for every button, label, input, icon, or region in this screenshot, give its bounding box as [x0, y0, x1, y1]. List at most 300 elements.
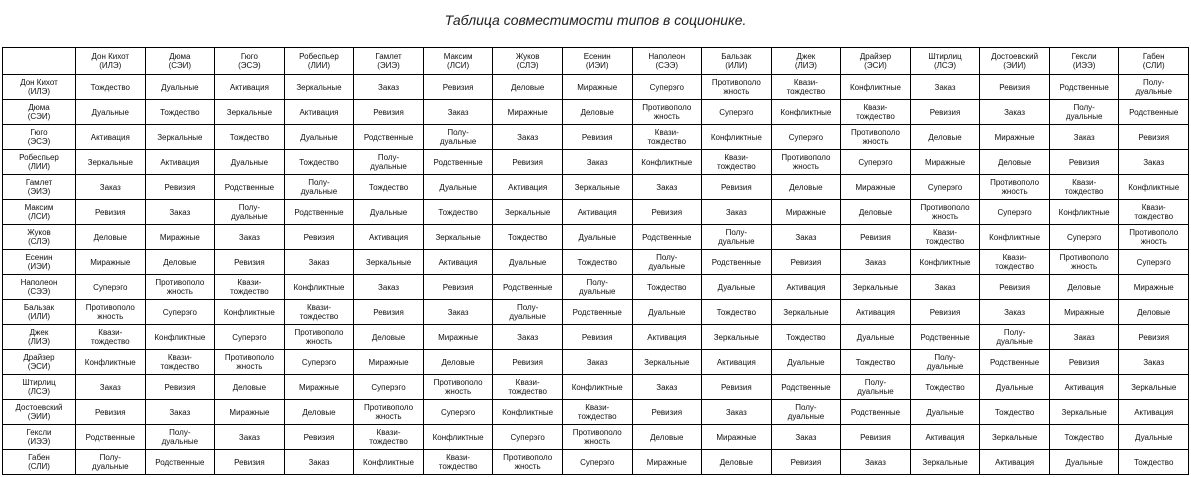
- table-cell: Противополо жность: [771, 150, 841, 175]
- table-cell: Заказ: [702, 200, 772, 225]
- table-cell: Заказ: [1049, 125, 1119, 150]
- table-cell: Полу- дуальные: [354, 150, 424, 175]
- table-cell: Родственные: [354, 125, 424, 150]
- table-row: [3, 75, 1189, 100]
- table-cell: Деловые: [1049, 275, 1119, 300]
- column-header: Робеспьер (ЛИИ): [284, 48, 354, 75]
- table-cell: Деловые: [841, 200, 911, 225]
- table-cell: Родственные: [284, 200, 354, 225]
- table-cell: Деловые: [145, 250, 215, 275]
- table-row: [3, 375, 1189, 400]
- table-cell: Активация: [980, 450, 1050, 475]
- row-header: Достоевский (ЭИИ): [3, 400, 76, 425]
- table-cell: Конфликтные: [980, 225, 1050, 250]
- table-row: [3, 125, 1189, 150]
- table-cell: Противополо жность: [145, 275, 215, 300]
- table-cell: Активация: [1119, 400, 1189, 425]
- table-cell: Конфликтные: [910, 250, 980, 275]
- table-cell: Заказ: [423, 100, 493, 125]
- table-cell: Заказ: [76, 375, 146, 400]
- table-cell: Зеркальные: [1119, 375, 1189, 400]
- table-row: [3, 400, 1189, 425]
- table-cell: Ревизия: [145, 375, 215, 400]
- table-row: [3, 450, 1189, 475]
- table-cell: Конфликтные: [1049, 200, 1119, 225]
- table-cell: Дуальные: [841, 325, 911, 350]
- table-cell: Противополо жность: [493, 450, 563, 475]
- table-cell: Ревизия: [1049, 350, 1119, 375]
- table-cell: Противополо жность: [562, 425, 632, 450]
- table-body: [3, 75, 1189, 475]
- table-cell: Деловые: [632, 425, 702, 450]
- table-cell: Ревизия: [980, 275, 1050, 300]
- table-cell: Квази- тождество: [284, 300, 354, 325]
- table-cell: Ревизия: [841, 225, 911, 250]
- corner-cell: [3, 48, 76, 75]
- table-cell: Заказ: [145, 200, 215, 225]
- table-cell: Заказ: [145, 400, 215, 425]
- table-cell: Дуальные: [354, 200, 424, 225]
- table-cell: Миражные: [562, 75, 632, 100]
- table-cell: Ревизия: [562, 325, 632, 350]
- table-cell: Дуальные: [493, 250, 563, 275]
- table-cell: Дуальные: [1119, 425, 1189, 450]
- table-cell: Заказ: [562, 150, 632, 175]
- table-cell: Заказ: [284, 450, 354, 475]
- table-cell: Родственные: [562, 300, 632, 325]
- table-cell: Противополо жность: [215, 350, 285, 375]
- table-cell: Заказ: [910, 75, 980, 100]
- table-cell: Заказ: [1049, 325, 1119, 350]
- table-cell: Полу- дуальные: [423, 125, 493, 150]
- table-cell: Заказ: [910, 275, 980, 300]
- row-header: Бальзак (ИЛИ): [3, 300, 76, 325]
- table-cell: Ревизия: [562, 125, 632, 150]
- table-cell: Квази- тождество: [562, 400, 632, 425]
- table-cell: Заказ: [632, 175, 702, 200]
- table-cell: Заказ: [284, 250, 354, 275]
- table-cell: Ревизия: [423, 275, 493, 300]
- table-cell: Тождество: [76, 75, 146, 100]
- table-row: [3, 275, 1189, 300]
- row-header: Гюго (ЭСЭ): [3, 125, 76, 150]
- table-cell: Полу- дуальные: [980, 325, 1050, 350]
- table-cell: Полу- дуальные: [284, 175, 354, 200]
- table-cell: Квази- тождество: [354, 425, 424, 450]
- row-header: Жуков (СЛЭ): [3, 225, 76, 250]
- table-cell: Родственные: [423, 150, 493, 175]
- table-cell: Дуальные: [76, 100, 146, 125]
- table-cell: Дуальные: [284, 125, 354, 150]
- table-cell: Миражные: [493, 100, 563, 125]
- table-cell: Миражные: [284, 375, 354, 400]
- row-header: Драйзер (ЭСИ): [3, 350, 76, 375]
- table-cell: Дуальные: [910, 400, 980, 425]
- table-cell: Тождество: [284, 150, 354, 175]
- table-cell: Миражные: [841, 175, 911, 200]
- table-cell: Дуальные: [562, 225, 632, 250]
- table-cell: Родственные: [632, 225, 702, 250]
- column-header: Дюма (СЭИ): [145, 48, 215, 75]
- table-cell: Ревизия: [980, 75, 1050, 100]
- table-cell: Противополо жность: [1119, 225, 1189, 250]
- table-cell: Миражные: [215, 400, 285, 425]
- table-cell: Активация: [562, 200, 632, 225]
- table-cell: Полу- дуальные: [841, 375, 911, 400]
- table-cell: Родственные: [1119, 100, 1189, 125]
- row-header: Робеспьер (ЛИИ): [3, 150, 76, 175]
- table-cell: Дуальные: [215, 150, 285, 175]
- table-cell: Дуальные: [423, 175, 493, 200]
- table-cell: Противополо жность: [910, 200, 980, 225]
- table-cell: Деловые: [493, 75, 563, 100]
- row-header: Гамлет (ЭИЭ): [3, 175, 76, 200]
- table-cell: Активация: [423, 250, 493, 275]
- table-cell: Зеркальные: [76, 150, 146, 175]
- table-cell: Суперэго: [76, 275, 146, 300]
- table-cell: Ревизия: [76, 200, 146, 225]
- table-cell: Зеркальные: [1049, 400, 1119, 425]
- table-cell: Конфликтные: [562, 375, 632, 400]
- table-cell: Квази- тождество: [423, 450, 493, 475]
- table-row: [3, 250, 1189, 275]
- table-cell: Ревизия: [493, 150, 563, 175]
- table-cell: Тождество: [215, 125, 285, 150]
- table-cell: Полу- дуальные: [702, 225, 772, 250]
- column-header: Гамлет (ЭИЭ): [354, 48, 424, 75]
- table-cell: Родственные: [1049, 75, 1119, 100]
- column-header: Габен (СЛИ): [1119, 48, 1189, 75]
- table-cell: Квази- тождество: [771, 75, 841, 100]
- table-cell: Конфликтные: [76, 350, 146, 375]
- column-header: Гексли (ИЭЭ): [1049, 48, 1119, 75]
- table-cell: Квази- тождество: [980, 250, 1050, 275]
- table-row: [3, 350, 1189, 375]
- table-cell: Квази- тождество: [841, 100, 911, 125]
- table-cell: Родственные: [493, 275, 563, 300]
- column-header: Максим (ЛСИ): [423, 48, 493, 75]
- table-cell: Конфликтные: [215, 300, 285, 325]
- table-cell: Тождество: [841, 350, 911, 375]
- table-cell: Ревизия: [1049, 150, 1119, 175]
- table-cell: Полу- дуальные: [1119, 75, 1189, 100]
- column-header: Достоевский (ЭИИ): [980, 48, 1050, 75]
- table-cell: Суперэго: [910, 175, 980, 200]
- table-row: [3, 300, 1189, 325]
- row-header: Наполеон (СЭЭ): [3, 275, 76, 300]
- table-cell: Тождество: [562, 250, 632, 275]
- row-header: Есенин (ИЭИ): [3, 250, 76, 275]
- table-cell: Тождество: [702, 300, 772, 325]
- table-cell: Заказ: [215, 225, 285, 250]
- table-row: [3, 175, 1189, 200]
- table-cell: Противополо жность: [284, 325, 354, 350]
- table-cell: Активация: [145, 150, 215, 175]
- table-cell: Дуальные: [1049, 450, 1119, 475]
- table-cell: Зеркальные: [423, 225, 493, 250]
- table-cell: Полу- дуальные: [493, 300, 563, 325]
- row-header: Габен (СЛИ): [3, 450, 76, 475]
- table-cell: Тождество: [1049, 425, 1119, 450]
- table-cell: Тождество: [980, 400, 1050, 425]
- table-row: [3, 325, 1189, 350]
- table-cell: Ревизия: [284, 425, 354, 450]
- table-cell: Противополо жность: [702, 75, 772, 100]
- table-cell: Полу- дуальные: [76, 450, 146, 475]
- table-cell: Миражные: [1119, 275, 1189, 300]
- page-title: Таблица совместимости типов в соционике.: [444, 12, 747, 28]
- table-cell: Суперэго: [1049, 225, 1119, 250]
- table-cell: Заказ: [215, 425, 285, 450]
- table-cell: Миражные: [76, 250, 146, 275]
- row-header: Джек (ЛИЭ): [3, 325, 76, 350]
- table-cell: Суперэго: [702, 100, 772, 125]
- table-cell: Ревизия: [354, 100, 424, 125]
- table-cell: Суперэго: [493, 425, 563, 450]
- table-cell: Заказ: [493, 325, 563, 350]
- table-cell: Суперэго: [841, 150, 911, 175]
- row-header: Гексли (ИЭЭ): [3, 425, 76, 450]
- table-cell: Конфликтные: [771, 100, 841, 125]
- table-cell: Ревизия: [493, 350, 563, 375]
- table-cell: Заказ: [354, 75, 424, 100]
- table-cell: Тождество: [354, 175, 424, 200]
- table-cell: Ревизия: [771, 250, 841, 275]
- table-cell: Деловые: [215, 375, 285, 400]
- column-header: Дон Кихот (ИЛЭ): [76, 48, 146, 75]
- table-cell: Ревизия: [1119, 325, 1189, 350]
- table-cell: Заказ: [980, 100, 1050, 125]
- table-cell: Зеркальные: [980, 425, 1050, 450]
- table-cell: Конфликтные: [284, 275, 354, 300]
- table-cell: Активация: [632, 325, 702, 350]
- table-cell: Заказ: [841, 450, 911, 475]
- table-cell: Деловые: [76, 225, 146, 250]
- table-cell: Зеркальные: [841, 275, 911, 300]
- table-cell: Родственные: [910, 325, 980, 350]
- column-header: Жуков (СЛЭ): [493, 48, 563, 75]
- table-cell: Заказ: [980, 300, 1050, 325]
- table-cell: Родственные: [145, 450, 215, 475]
- header-row: [3, 48, 1189, 75]
- table-cell: Активация: [841, 300, 911, 325]
- table-cell: Деловые: [702, 450, 772, 475]
- table-cell: Тождество: [771, 325, 841, 350]
- table-cell: Суперэго: [632, 75, 702, 100]
- row-header: Штирлиц (ЛСЭ): [3, 375, 76, 400]
- table-row: [3, 425, 1189, 450]
- table-cell: Ревизия: [215, 450, 285, 475]
- table-cell: Ревизия: [841, 425, 911, 450]
- table-cell: Заказ: [562, 350, 632, 375]
- table-cell: Зеркальные: [354, 250, 424, 275]
- table-cell: Родственные: [215, 175, 285, 200]
- table-cell: Родственные: [980, 350, 1050, 375]
- table-cell: Ревизия: [145, 175, 215, 200]
- table-cell: Противополо жность: [1049, 250, 1119, 275]
- table-cell: Деловые: [284, 400, 354, 425]
- table-cell: Конфликтные: [1119, 175, 1189, 200]
- table-cell: Миражные: [423, 325, 493, 350]
- table-cell: Полу- дуальные: [145, 425, 215, 450]
- column-header: Гюго (ЭСЭ): [215, 48, 285, 75]
- table-cell: Заказ: [423, 300, 493, 325]
- table-cell: Активация: [910, 425, 980, 450]
- table-cell: Заказ: [771, 425, 841, 450]
- column-header: Драйзер (ЭСИ): [841, 48, 911, 75]
- table-cell: Деловые: [771, 175, 841, 200]
- column-header: Бальзак (ИЛИ): [702, 48, 772, 75]
- table-cell: Суперэго: [1119, 250, 1189, 275]
- table-cell: Родственные: [702, 250, 772, 275]
- table-cell: Конфликтные: [423, 425, 493, 450]
- table-cell: Тождество: [910, 375, 980, 400]
- table-cell: Активация: [493, 175, 563, 200]
- table-row: [3, 225, 1189, 250]
- table-cell: Заказ: [841, 250, 911, 275]
- table-cell: Ревизия: [215, 250, 285, 275]
- table-cell: Активация: [1049, 375, 1119, 400]
- table-cell: Тождество: [632, 275, 702, 300]
- column-header: Наполеон (СЭЭ): [632, 48, 702, 75]
- table-cell: Деловые: [910, 125, 980, 150]
- column-header: Есенин (ИЭИ): [562, 48, 632, 75]
- table-cell: Суперэго: [562, 450, 632, 475]
- table-cell: Ревизия: [284, 225, 354, 250]
- table-cell: Суперэго: [215, 325, 285, 350]
- table-cell: Активация: [702, 350, 772, 375]
- table-cell: Заказ: [632, 375, 702, 400]
- table-cell: Зеркальные: [910, 450, 980, 475]
- table-cell: Тождество: [1119, 450, 1189, 475]
- table-cell: Миражные: [980, 125, 1050, 150]
- table-cell: Миражные: [1049, 300, 1119, 325]
- row-header: Максим (ЛСИ): [3, 200, 76, 225]
- table-cell: Конфликтные: [702, 125, 772, 150]
- table-cell: Ревизия: [702, 175, 772, 200]
- table-cell: Зеркальные: [493, 200, 563, 225]
- table-cell: Миражные: [354, 350, 424, 375]
- table-cell: Родственные: [771, 375, 841, 400]
- table-cell: Родственные: [76, 425, 146, 450]
- table-cell: Квази- тождество: [1119, 200, 1189, 225]
- table-cell: Зеркальные: [632, 350, 702, 375]
- table-cell: Полу- дуальные: [632, 250, 702, 275]
- table-cell: Миражные: [632, 450, 702, 475]
- table-cell: Заказ: [354, 275, 424, 300]
- table-cell: Конфликтные: [841, 75, 911, 100]
- table-cell: Квази- тождество: [910, 225, 980, 250]
- table-cell: Противополо жность: [980, 175, 1050, 200]
- table-cell: Противополо жность: [76, 300, 146, 325]
- table-cell: Противополо жность: [841, 125, 911, 150]
- table-cell: Деловые: [1119, 300, 1189, 325]
- table-cell: Конфликтные: [493, 400, 563, 425]
- table-cell: Активация: [284, 100, 354, 125]
- table-cell: Тождество: [145, 100, 215, 125]
- table-cell: Квази- тождество: [145, 350, 215, 375]
- table-cell: Суперэго: [771, 125, 841, 150]
- table-cell: Ревизия: [702, 375, 772, 400]
- table-cell: Суперэго: [284, 350, 354, 375]
- table-cell: Полу- дуальные: [1049, 100, 1119, 125]
- table-cell: Ревизия: [910, 300, 980, 325]
- table-cell: Заказ: [1119, 150, 1189, 175]
- table-cell: Деловые: [562, 100, 632, 125]
- table-cell: Заказ: [771, 225, 841, 250]
- table-cell: Деловые: [980, 150, 1050, 175]
- table-cell: Дуальные: [771, 350, 841, 375]
- table-cell: Заказ: [702, 400, 772, 425]
- table-cell: Зеркальные: [771, 300, 841, 325]
- table-cell: Конфликтные: [354, 450, 424, 475]
- table-cell: Дуальные: [702, 275, 772, 300]
- table-cell: Тождество: [423, 200, 493, 225]
- table-cell: Ревизия: [1119, 125, 1189, 150]
- table-cell: Суперэго: [145, 300, 215, 325]
- table-cell: Ревизия: [632, 200, 702, 225]
- table-cell: Ревизия: [76, 400, 146, 425]
- table-row: [3, 200, 1189, 225]
- table-cell: Зеркальные: [702, 325, 772, 350]
- table-cell: Миражные: [145, 225, 215, 250]
- table-cell: Полу- дуальные: [215, 200, 285, 225]
- table-cell: Ревизия: [423, 75, 493, 100]
- table-cell: Зеркальные: [145, 125, 215, 150]
- table-cell: Полу- дуальные: [562, 275, 632, 300]
- table-row: [3, 100, 1189, 125]
- column-header: Штирлиц (ЛСЭ): [910, 48, 980, 75]
- table-cell: Квази- тождество: [215, 275, 285, 300]
- table-cell: Зеркальные: [215, 100, 285, 125]
- table-cell: Миражные: [910, 150, 980, 175]
- table-cell: Деловые: [354, 325, 424, 350]
- table-cell: Полу- дуальные: [771, 400, 841, 425]
- table-cell: Зеркальные: [562, 175, 632, 200]
- table-cell: Квази- тождество: [76, 325, 146, 350]
- table-cell: Родственные: [841, 400, 911, 425]
- row-header: Дон Кихот (ИЛЭ): [3, 75, 76, 100]
- table-cell: Активация: [76, 125, 146, 150]
- row-header: Дюма (СЭИ): [3, 100, 76, 125]
- table-row: [3, 150, 1189, 175]
- table-cell: Заказ: [76, 175, 146, 200]
- table-cell: Конфликтные: [632, 150, 702, 175]
- table-cell: Квази- тождество: [632, 125, 702, 150]
- table-cell: Активация: [215, 75, 285, 100]
- table-cell: Тождество: [493, 225, 563, 250]
- table-cell: Дуальные: [632, 300, 702, 325]
- table-cell: Дуальные: [980, 375, 1050, 400]
- table-cell: Противополо жность: [632, 100, 702, 125]
- table-cell: Квази- тождество: [702, 150, 772, 175]
- table-cell: Противополо жность: [354, 400, 424, 425]
- table-cell: Конфликтные: [145, 325, 215, 350]
- table-cell: Противополо жность: [423, 375, 493, 400]
- table-cell: Заказ: [1119, 350, 1189, 375]
- table-cell: Суперэго: [423, 400, 493, 425]
- table-cell: Квази- тождество: [493, 375, 563, 400]
- table-cell: Ревизия: [910, 100, 980, 125]
- table-cell: Миражные: [702, 425, 772, 450]
- table-cell: Квази- тождество: [1049, 175, 1119, 200]
- column-header: Джек (ЛИЭ): [771, 48, 841, 75]
- table-cell: Зеркальные: [284, 75, 354, 100]
- table-cell: Деловые: [423, 350, 493, 375]
- table-cell: Дуальные: [145, 75, 215, 100]
- table-cell: Ревизия: [354, 300, 424, 325]
- table-cell: Заказ: [493, 125, 563, 150]
